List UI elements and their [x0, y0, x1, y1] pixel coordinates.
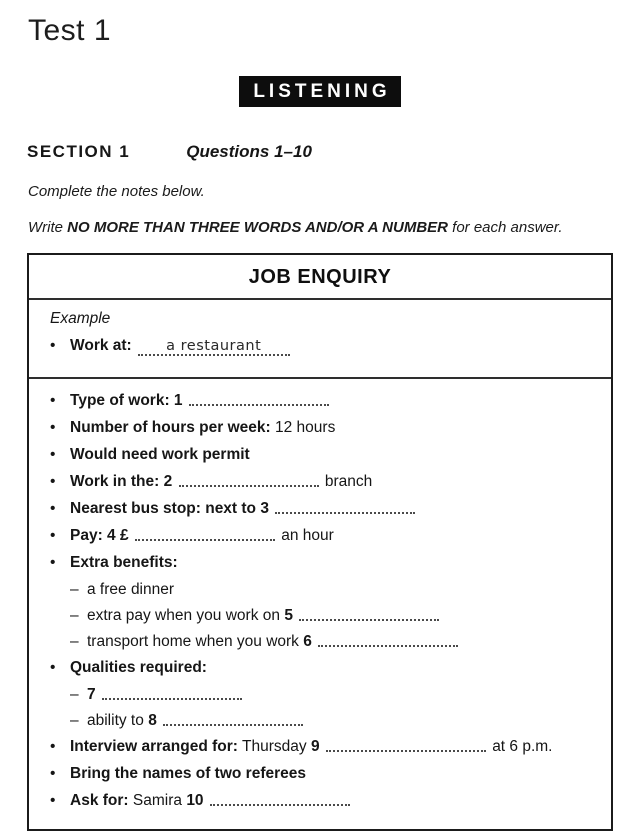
notes-list [29, 379, 611, 829]
note-text: extra pay when you work on [87, 607, 280, 624]
answer-blank [326, 739, 486, 752]
example-answer-text: a restaurant [166, 338, 262, 354]
answer-blank [299, 608, 439, 621]
note-text: 12 hours [275, 419, 336, 436]
note-line [70, 581, 593, 599]
note-text: a free dinner [87, 581, 175, 598]
instruction-limit-bold: NO MORE THAN THREE WORDS AND/OR A NUMBER [67, 219, 448, 236]
note-line [70, 712, 593, 730]
section-row [27, 142, 613, 162]
note-line [50, 473, 593, 491]
note-line [50, 500, 593, 518]
note-line [50, 792, 593, 810]
listening-banner: LISTENING [239, 76, 400, 107]
question-number: 3 [260, 500, 269, 517]
note-text: transport home when you work [87, 633, 299, 650]
note-label: Number of hours per week: [70, 419, 271, 436]
note-label: Ask for: [70, 792, 129, 809]
bullet-marker: • [50, 337, 56, 354]
note-label: Nearest bus stop: next to [70, 500, 257, 517]
note-line [50, 765, 593, 783]
question-number: 6 [303, 633, 312, 650]
bullet-marker: • [50, 500, 56, 517]
bullet-marker: • [50, 446, 56, 463]
note-line [50, 419, 593, 437]
bullet-marker: • [50, 473, 56, 490]
note-text: Samira [132, 792, 182, 809]
note-line [70, 607, 593, 625]
question-number: 2 [163, 473, 173, 490]
answer-blank [135, 528, 275, 541]
example-line [50, 337, 591, 356]
dash-marker: – [70, 712, 79, 729]
question-number: 7 [87, 686, 96, 703]
example-item-label: Work at: [70, 337, 132, 354]
note-line [70, 633, 593, 651]
example-answer-line [138, 338, 290, 356]
note-line [50, 738, 593, 756]
notes-box-title: JOB ENQUIRY [29, 255, 611, 300]
note-label: Bring the names of two referees [70, 765, 307, 782]
answer-blank [163, 713, 303, 726]
note-text: branch [324, 473, 373, 490]
question-number: 9 [310, 738, 320, 755]
question-number: 10 [186, 792, 204, 809]
note-line [50, 392, 593, 410]
bullet-marker: • [50, 659, 56, 676]
bullet-marker: • [50, 554, 56, 571]
question-number: 8 [148, 712, 157, 729]
answer-blank [102, 687, 242, 700]
note-label: Would need work permit [70, 446, 250, 463]
note-line [50, 446, 593, 464]
bullet-marker: • [50, 765, 56, 782]
example-section [29, 300, 611, 379]
note-text: Thursday [242, 738, 307, 755]
dash-marker: – [70, 633, 79, 650]
note-label: Extra benefits: [70, 554, 178, 571]
answer-blank [189, 393, 329, 406]
answer-blank [179, 474, 319, 487]
answer-blank [210, 793, 350, 806]
note-text: ability to [87, 712, 144, 729]
bullet-marker: • [50, 792, 56, 809]
bullet-marker: • [50, 419, 56, 436]
dash-marker: – [70, 607, 79, 624]
bullet-marker: • [50, 527, 56, 544]
note-line [50, 554, 593, 572]
note-text: an hour [281, 527, 334, 544]
page-title: Test 1 [28, 14, 112, 47]
section-label: SECTION 1 [27, 142, 131, 161]
notes-box [27, 253, 613, 831]
answer-blank [318, 634, 458, 647]
banner-row [27, 76, 613, 108]
dash-marker: – [70, 686, 79, 703]
note-line [70, 686, 593, 704]
note-line [50, 527, 593, 545]
note-label: Work in the: [70, 473, 160, 490]
note-label: Type of work: [70, 392, 170, 409]
note-text: at 6 p.m. [492, 738, 553, 755]
instruction-prefix: Write [28, 219, 68, 236]
note-line [50, 659, 593, 677]
note-label: Qualities required: [70, 659, 207, 676]
question-number: 1 [173, 392, 183, 409]
bullet-marker: • [50, 392, 56, 409]
bullet-marker: • [50, 738, 56, 755]
note-label: Interview arranged for: [70, 738, 238, 755]
dash-marker: – [70, 581, 79, 598]
answer-blank [275, 501, 415, 514]
instruction-word-limit [28, 219, 613, 236]
instruction-suffix: for each answer. [448, 219, 563, 236]
example-label: Example [50, 310, 111, 327]
note-label: Pay: 4 £ [70, 527, 129, 544]
instruction-complete-notes: Complete the notes below. [28, 183, 205, 200]
question-number: 5 [284, 607, 293, 624]
questions-range: Questions 1–10 [186, 142, 312, 161]
